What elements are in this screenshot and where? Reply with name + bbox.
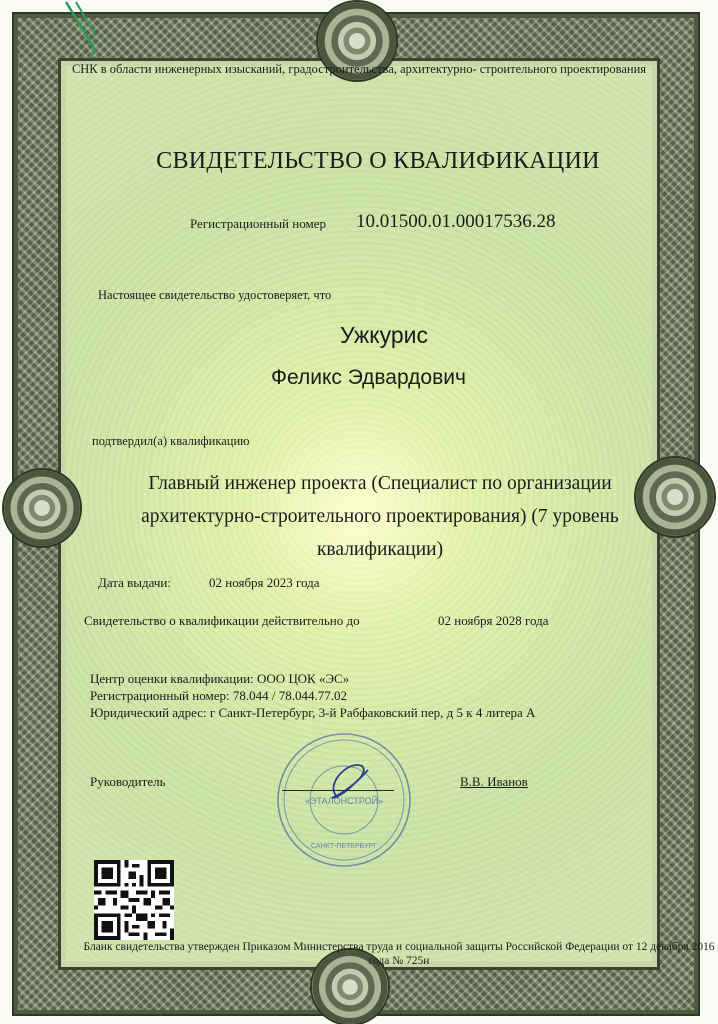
- holder-name: Феликс Эдвардович: [271, 366, 466, 389]
- stamp-company: «ЭТАЛОНСТРОЙ»: [304, 796, 384, 806]
- center-name: Центр оценки квалификации: ООО ЦОК «ЭС»: [90, 671, 350, 686]
- intro-text: Настоящее свидетельство удостоверяет, что: [98, 288, 332, 302]
- certificate-title: СВИДЕТЕЛЬСТВО О КВАЛИФИКАЦИИ: [156, 148, 600, 174]
- center-address: Юридический адрес: г Санкт-Петербург, 3-й Рабфаковский пер, д 5 к 4 литера А: [90, 705, 536, 720]
- paperclip-icon: [60, 0, 100, 60]
- stamp-city: САНКТ-ПЕТЕРБУРГ: [311, 843, 377, 850]
- form-approval-footer: Бланк свидетельства утвержден Приказом Министерства труда и социальной защиты Российской Федерации от 12 декабря 2016 года № 725н: [83, 941, 715, 967]
- signature-icon: [280, 758, 400, 806]
- signature-line: [282, 790, 394, 791]
- signatory-role: Руководитель: [90, 774, 166, 789]
- validity-label: Свидетельство о квалификации действительно до: [84, 613, 360, 628]
- rosette-right-icon: [636, 458, 714, 536]
- issuer-header: СНК в области инженерных изысканий, градостроительства, архитектурно- строительного проектирования: [71, 62, 647, 76]
- center-registration: Регистрационный номер: 78.044 / 78.044.77.02: [90, 688, 347, 703]
- qr-code-icon: [94, 860, 174, 940]
- validity-date: 02 ноября 2028 года: [438, 613, 549, 628]
- confirmed-label: подтвердил(а) квалификацию: [92, 434, 250, 448]
- holder-surname: Ужкурис: [340, 322, 428, 348]
- qualification-text: Главный инженер проекта (Специалист по организации архитектурно-строительного проектирования) (7 уровень квалификации): [141, 473, 619, 560]
- assessment-center-block: [90, 670, 535, 721]
- issue-date-label: Дата выдачи:: [98, 575, 172, 590]
- rosette-left-icon: [4, 470, 80, 546]
- signatory-name: В.В. Иванов: [460, 774, 528, 789]
- issue-date: 02 ноября 2023 года: [209, 575, 320, 590]
- registration-number: 10.01500.01.00017536.28: [356, 211, 556, 232]
- registration-label: Регистрационный номер: [190, 216, 326, 231]
